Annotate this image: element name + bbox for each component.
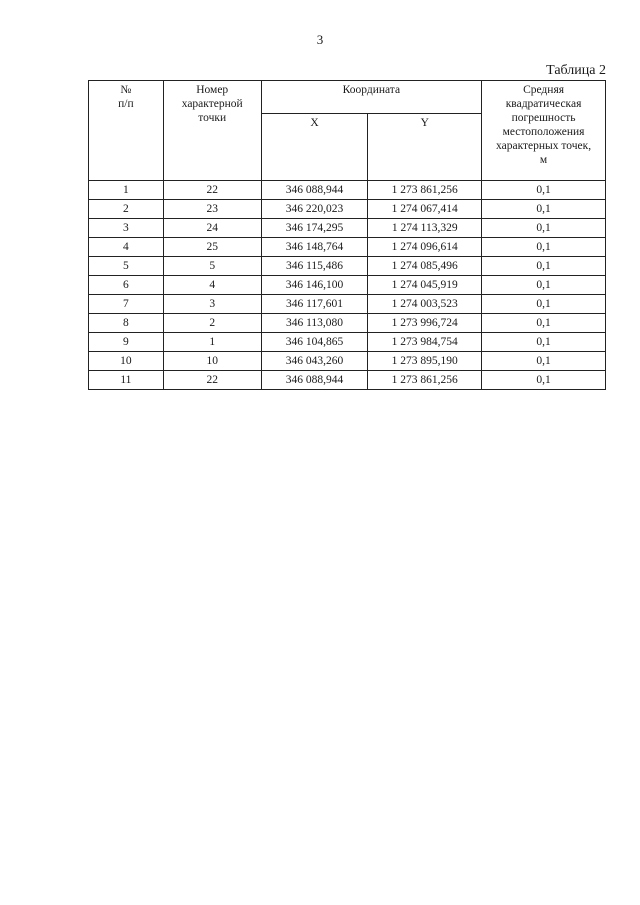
header-point-line: характерной — [181, 98, 243, 110]
y-coordinate-cell: 1 274 003,523 — [368, 295, 482, 314]
table-row — [89, 371, 606, 390]
header-x: X — [261, 114, 368, 181]
y-coordinate-cell: 1 273 984,754 — [368, 333, 482, 352]
table-body — [89, 181, 606, 390]
header-number-line: № — [120, 84, 132, 96]
error-cell: 0,1 — [482, 200, 606, 219]
table-row — [89, 257, 606, 276]
header-error-line: характерных точек, — [496, 140, 592, 152]
header-error-line: местоположения — [502, 126, 585, 138]
header-number — [89, 81, 164, 181]
x-coordinate-cell: 346 220,023 — [261, 200, 368, 219]
table-row — [89, 314, 606, 333]
row-number-cell: 8 — [89, 314, 164, 333]
table-row — [89, 219, 606, 238]
x-coordinate-cell: 346 115,486 — [261, 257, 368, 276]
y-coordinate-cell: 1 273 861,256 — [368, 371, 482, 390]
header-coordinate: Координата — [261, 81, 481, 114]
error-cell: 0,1 — [482, 352, 606, 371]
row-number-cell: 2 — [89, 200, 164, 219]
y-coordinate-cell: 1 273 861,256 — [368, 181, 482, 200]
table-row — [89, 295, 606, 314]
point-number-cell: 10 — [163, 352, 261, 371]
table-row — [89, 200, 606, 219]
row-number-cell: 7 — [89, 295, 164, 314]
row-number-cell: 9 — [89, 333, 164, 352]
y-coordinate-cell: 1 274 067,414 — [368, 200, 482, 219]
table-row — [89, 238, 606, 257]
coordinates-table — [88, 80, 606, 390]
x-coordinate-cell: 346 146,100 — [261, 276, 368, 295]
error-cell: 0,1 — [482, 181, 606, 200]
header-y: Y — [368, 114, 482, 181]
error-cell: 0,1 — [482, 371, 606, 390]
row-number-cell: 3 — [89, 219, 164, 238]
point-number-cell: 25 — [163, 238, 261, 257]
point-number-cell: 4 — [163, 276, 261, 295]
point-number-cell: 23 — [163, 200, 261, 219]
header-error-line: погрешность — [511, 112, 576, 124]
point-number-cell: 3 — [163, 295, 261, 314]
error-cell: 0,1 — [482, 314, 606, 333]
error-cell: 0,1 — [482, 276, 606, 295]
table-caption: Таблица 2 — [546, 63, 606, 78]
y-coordinate-cell: 1 273 895,190 — [368, 352, 482, 371]
row-number-cell: 6 — [89, 276, 164, 295]
header-number-line: п/п — [118, 98, 134, 110]
header-error-line: квадратическая — [505, 98, 582, 110]
table-header — [89, 81, 606, 181]
row-number-cell: 1 — [89, 181, 164, 200]
point-number-cell: 5 — [163, 257, 261, 276]
y-coordinate-cell: 1 273 996,724 — [368, 314, 482, 333]
x-coordinate-cell: 346 088,944 — [261, 181, 368, 200]
x-coordinate-cell: 346 113,080 — [261, 314, 368, 333]
y-coordinate-cell: 1 274 113,329 — [368, 219, 482, 238]
header-error — [482, 81, 606, 181]
x-coordinate-cell: 346 117,601 — [261, 295, 368, 314]
x-coordinate-cell: 346 088,944 — [261, 371, 368, 390]
header-error-line: Средняя — [523, 84, 565, 96]
table-row — [89, 181, 606, 200]
error-cell: 0,1 — [482, 333, 606, 352]
error-cell: 0,1 — [482, 257, 606, 276]
error-cell: 0,1 — [482, 238, 606, 257]
y-coordinate-cell: 1 274 045,919 — [368, 276, 482, 295]
y-coordinate-cell: 1 274 096,614 — [368, 238, 482, 257]
row-number-cell: 4 — [89, 238, 164, 257]
point-number-cell: 2 — [163, 314, 261, 333]
error-cell: 0,1 — [482, 295, 606, 314]
header-error-line: м — [539, 154, 548, 166]
header-point — [163, 81, 261, 181]
row-number-cell: 5 — [89, 257, 164, 276]
header-point-line: точки — [198, 112, 227, 124]
y-coordinate-cell: 1 274 085,496 — [368, 257, 482, 276]
point-number-cell: 22 — [163, 371, 261, 390]
row-number-cell: 10 — [89, 352, 164, 371]
table-row — [89, 276, 606, 295]
x-coordinate-cell: 346 148,764 — [261, 238, 368, 257]
error-cell: 0,1 — [482, 219, 606, 238]
point-number-cell: 1 — [163, 333, 261, 352]
x-coordinate-cell: 346 174,295 — [261, 219, 368, 238]
table-row — [89, 333, 606, 352]
row-number-cell: 11 — [89, 371, 164, 390]
x-coordinate-cell: 346 043,260 — [261, 352, 368, 371]
header-point-line: Номер — [196, 84, 229, 96]
point-number-cell: 24 — [163, 219, 261, 238]
table-row — [89, 352, 606, 371]
point-number-cell: 22 — [163, 181, 261, 200]
x-coordinate-cell: 346 104,865 — [261, 333, 368, 352]
page-number: 3 — [316, 32, 324, 47]
